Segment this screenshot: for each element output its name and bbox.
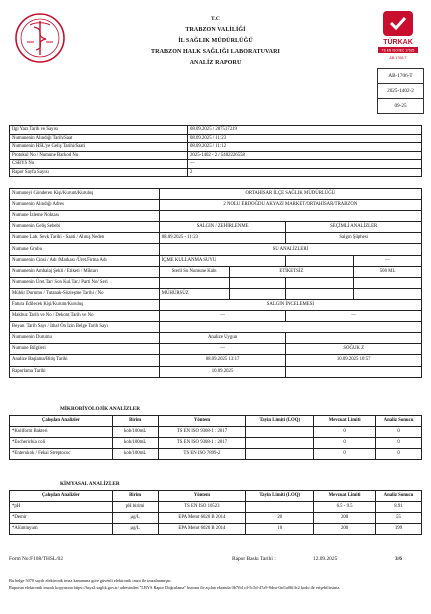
table-row (10, 134, 422, 143)
field-value: — (354, 255, 422, 266)
field-value (229, 288, 286, 299)
field-value: — (159, 311, 286, 322)
page-number: 3/6 (395, 556, 402, 562)
field-value: — (159, 344, 286, 355)
field-value: SEÇİMLİ ANALİZLER (286, 222, 422, 233)
field-label: Numunenin Ambalaj Şekli / Etiketi / Miktarı (10, 266, 160, 277)
column-header: Yöntem (158, 416, 246, 427)
table-row (10, 126, 422, 135)
table-row (10, 151, 422, 160)
print-date: 12.09.2025 (313, 556, 338, 562)
turkak-standard: TS EN ISO/IEC 17025 (381, 48, 415, 53)
table-row (10, 438, 422, 449)
analysis-unit: µg/L (112, 513, 158, 524)
column-header: Mevzuat Limiti (314, 491, 376, 502)
accreditation-code-box (377, 68, 424, 114)
table-row (10, 288, 422, 299)
field-value (286, 366, 422, 377)
analysis-loq (246, 502, 314, 513)
table-row (10, 502, 422, 513)
field-value: 500 ML (354, 266, 422, 277)
analysis-name: *Koliform Bakteri (10, 427, 113, 438)
field-value: 08.09.2025 - 11:23 (159, 233, 286, 244)
table-row (10, 211, 422, 222)
header-valilik: TRABZON VALİLİĞİ (185, 27, 246, 33)
analysis-method: TS EN ISO 7899-2 (158, 449, 246, 460)
field-label: Fatura Edilecek Kişi/Kurum/Kuruluş (10, 299, 160, 310)
field-value (159, 211, 421, 222)
analysis-limit: 0 (314, 427, 376, 438)
column-header: Çalışılan Analizler (10, 416, 113, 427)
sample-info-table (9, 188, 422, 378)
field-value: ETİKETSİZ (229, 266, 354, 277)
turkak-name: TÜRKAK (383, 39, 413, 46)
field-label: Numune Bilgileri (10, 344, 160, 355)
column-header: Çalışılan Analizler (10, 491, 113, 502)
field-value (286, 277, 354, 288)
analysis-limit: 6.5 - 9.5 (314, 502, 376, 513)
field-value: SALGIN / ZEHİRLENME (159, 222, 286, 233)
header-tc: T.C (211, 16, 220, 22)
field-value: 10.09.2025 10:57 (286, 355, 422, 366)
info-value: 2025-1402 - 2 / 5402226558 (188, 151, 422, 160)
info-value: 08.09.2025 / 11:12 (188, 143, 422, 152)
table-row (10, 255, 422, 266)
analysis-method: TS EN ISO 10523 (158, 502, 246, 513)
analysis-limit: 0 (314, 438, 376, 449)
table-row (10, 233, 422, 244)
analysis-unit: kob/100mL (112, 438, 158, 449)
table-row (10, 277, 422, 288)
field-value: İÇME KULLANMA SUYU (159, 255, 286, 266)
analysis-result: 199 (376, 524, 422, 535)
analysis-method: TS EN ISO 9308-1 : 2017 (158, 438, 246, 449)
analysis-loq: 20 (246, 513, 314, 524)
column-header: Analiz Sonucu (376, 416, 422, 427)
report-header (0, 14, 431, 69)
table-row (10, 427, 422, 438)
table-row (10, 311, 422, 322)
field-value: 2 NOLU ERDOĞDU AKYAZI MARKET/ORTAHİSAR/TRABZON (159, 200, 421, 211)
analysis-unit: pH birimi (112, 502, 158, 513)
e-signature-line: Bu belge 5070 sayılı elektronik imza kanununa göre güvenli elektronik imza ile imzalanmıştır. (9, 578, 172, 583)
table-row (10, 513, 422, 524)
table-row (10, 355, 422, 366)
column-header: Mevzuat Limiti (314, 416, 376, 427)
table-row (10, 200, 422, 211)
table-row (10, 322, 422, 333)
e-signature-note (9, 578, 424, 591)
analysis-method: TS EN ISO 9308-1 : 2017 (158, 427, 246, 438)
field-value: Analize Uygun (159, 333, 286, 344)
analysis-result: 0 (376, 438, 422, 449)
column-header: Birim (112, 416, 158, 427)
micro-results-table (9, 415, 422, 460)
analysis-result: 8.91 (376, 502, 422, 513)
field-value (354, 288, 422, 299)
chem-section-title: KİMYASAL ANALİZLER (60, 481, 120, 487)
column-header: Yöntem (158, 491, 246, 502)
micro-section-title: MİKROBİYOLOJİK ANALİZLER (60, 406, 140, 412)
field-value: SU ANALİZLERİ (159, 244, 421, 255)
info-value: 08.09.2025 / 287517219 (188, 126, 422, 135)
header-mudurluk: İL SAĞLIK MÜDÜRLÜĞÜ (178, 38, 253, 44)
field-value: ORTAHİSAR İLÇE SAĞLIK MÜDÜRLÜĞÜ (159, 189, 421, 200)
analysis-loq (246, 449, 314, 460)
analysis-loq (246, 438, 314, 449)
field-value: SALGIN İNCELEMESİ (159, 299, 421, 310)
table-row (10, 168, 422, 177)
analysis-unit: kob/100mL (112, 449, 158, 460)
field-label: Numune Grubu (10, 244, 160, 255)
field-value (229, 277, 286, 288)
field-label: Numunenin Üret.Tar/ Son Kul.Tar./ Parti No/ Seri (10, 277, 160, 288)
column-header: Tayin Limiti (LOQ) (246, 491, 314, 502)
turkak-number: AB-1706-T (389, 56, 407, 60)
info-value: — (188, 160, 422, 169)
info-label: Numunenin Alındığı Tarih/Saat (10, 134, 188, 143)
field-value: — (286, 311, 422, 322)
info-label: İlgi Yazı Tarih ve Sayısı (10, 126, 188, 135)
field-value: SOĞUK Z (286, 344, 422, 355)
field-label: Numuneyi Gönderen Kişi/Kurum/Kuruluş (10, 189, 160, 200)
analysis-result: 0 (376, 449, 422, 460)
print-date-label: Rapor Baskı Tarihi : (232, 556, 276, 562)
analysis-result: 0 (376, 427, 422, 438)
field-label: Numune İzleme Noktası (10, 211, 160, 222)
field-label: Raporlama Tarihi (10, 366, 160, 377)
analysis-name: *Alüminyum (10, 524, 113, 535)
info-label: Rapor Sayfa Sayısı (10, 168, 188, 177)
analysis-name: *Enterokok / Fekal Streptococ (10, 449, 113, 460)
info-value: 08.09.2025 / 11:23 (188, 134, 422, 143)
table-header-row (10, 416, 422, 427)
field-label: Numunenin Geliş Sebebi (10, 222, 160, 233)
analysis-limit: 0 (314, 449, 376, 460)
report-title: ANALİZ RAPORU (189, 60, 242, 66)
table-row (10, 344, 422, 355)
field-value (286, 333, 422, 344)
table-row (10, 524, 422, 535)
analysis-loq: 10 (246, 524, 314, 535)
table-header-row (10, 491, 422, 502)
field-value: 10.09.2025 (159, 366, 286, 377)
accreditation-code: AB-1706-T (378, 69, 423, 84)
field-value: MÜHÜRSÜZ (159, 288, 229, 299)
table-row (10, 299, 422, 310)
field-label: Numunenin Cinsi / Adı /Markası /Üret.Firma Adı (10, 255, 160, 266)
protocol-code: 2025-1402-2 (378, 84, 423, 99)
table-row (10, 222, 422, 233)
chem-results-table (9, 490, 422, 535)
analysis-result: 55 (376, 513, 422, 524)
field-label: Makbuz Tarih ve No / Dekont Tarih ve No (10, 311, 160, 322)
field-value (159, 322, 421, 333)
table-row (10, 366, 422, 377)
info-label: Protokol No / Numune Barkod No (10, 151, 188, 160)
field-label: Numunenin Durumu (10, 333, 160, 344)
field-value (286, 288, 354, 299)
column-header: Tayin Limiti (LOQ) (246, 416, 314, 427)
header-laboratuvar: TRABZON HALK SAĞLIĞI LABORATUVARI (151, 49, 280, 55)
table-row (10, 244, 422, 255)
field-label: Analize Başlama/Bitiş Tarihi (10, 355, 160, 366)
table-row (10, 143, 422, 152)
analysis-limit: 200 (314, 513, 376, 524)
analysis-loq (246, 427, 314, 438)
field-label: Beyan. Tarih Sayı / İthal Ön İzin Belge Tarih Sayı (10, 322, 160, 333)
analysis-limit: 200 (314, 524, 376, 535)
field-value: Steril Su Numune Kabı (159, 266, 229, 277)
table-row (10, 189, 422, 200)
analysis-method: EPA Metot 6020 B 2014 (158, 524, 246, 535)
turkak-accreditation-logo (375, 10, 421, 66)
info-value: 2 (188, 168, 422, 177)
analysis-unit: µg/L (112, 524, 158, 535)
table-row (10, 266, 422, 277)
form-number: Form No:F108/THSL/02 (9, 556, 64, 562)
report-info-table (9, 125, 422, 177)
field-label: Mühür Durumu / Tutanak-Sözleşme Tarihi / No (10, 288, 160, 299)
field-value: Salgın Şüphesi (286, 233, 422, 244)
analysis-name: *Demir (10, 513, 113, 524)
field-label: Numune Lab. Sevk Tarihi - Saati / Alınış Neden (10, 233, 160, 244)
analysis-name: *Escherichia coli (10, 438, 113, 449)
table-row (10, 160, 422, 169)
info-label: CSBYS No (10, 160, 188, 169)
field-value: 08.09.2025 13:17 (159, 355, 286, 366)
column-header: Analiz Sonucu (376, 491, 422, 502)
analysis-name: *pH (10, 502, 113, 513)
column-header: Birim (112, 491, 158, 502)
analysis-unit: kob/100mL (112, 427, 158, 438)
field-value (354, 277, 422, 288)
field-label: Numunenin Alındığı Adres (10, 200, 160, 211)
table-row (10, 333, 422, 344)
field-value (159, 277, 229, 288)
verification-line: Raporun elektronik imzalı kopyasına https://hsys2.saglik.gov.tr/ adresinden "LBYS Rapor Doğrulama" butonu ile açılan ekranda 0b7fb1c4-5c5d-47a9-9dea-0af1a06f4c2 kodu ile erişebilirsiniz. (9, 584, 341, 590)
table-row (10, 449, 422, 460)
field-value (286, 255, 354, 266)
info-label: Numunenin HSL'ye Geliş Tarihi/Saati (10, 143, 188, 152)
analysis-method: EPA Metot 6020 B 2014 (158, 513, 246, 524)
period-code: 09-25 (394, 103, 407, 109)
